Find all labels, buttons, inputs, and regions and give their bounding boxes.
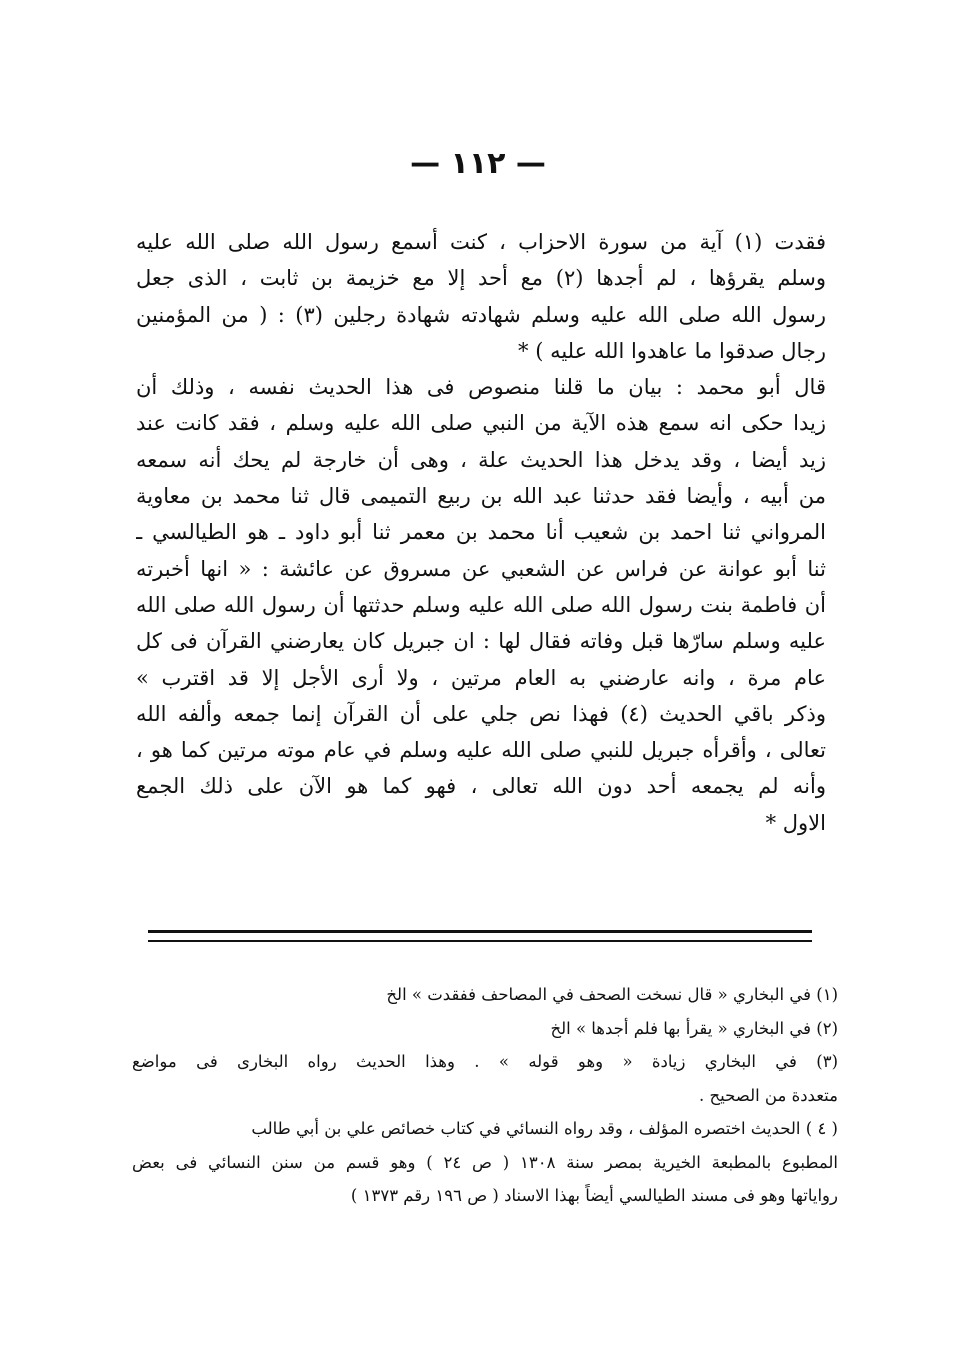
- body-line: وأنه لم يجمعه أحد دون الله تعالى ، فهو كما هو الآن على ذلك الجمع: [136, 774, 826, 799]
- footnote-3-continued: متعددة من الصحيح .: [698, 1085, 838, 1105]
- body-line: الاول *: [765, 810, 826, 835]
- body-line: عليه وسلم سارّها قبل وفاته فقال لها : ان جبريل كان يعارضني القرآن فى كل: [136, 629, 826, 654]
- body-line: فقدت (١) آية من سورة الاحزاب ، كنت أسمع رسول الله صلى الله عليه: [136, 230, 826, 254]
- body-line: وذكر باقي الحديث (٤) فهذا نص جلي على أن القرآن إنما جمعه وألفه الله: [136, 701, 826, 726]
- footnotes: [132, 978, 838, 1213]
- body-line: من أبيه ، وأيضا فقد حدثنا عبد الله بن ربيع التميمى قال ثنا محمد بن معاوية: [136, 484, 826, 509]
- body-line: زيد أيضا ، وقد يدخل هذا الحديث علة ، وهى أن خارجة لم يحك أنه سمعه: [136, 447, 826, 472]
- body-line: وسلم يقرؤها ، لم أجدها (٢) مع أحد إلا مع خزيمة بن ثابت ، الذى جعل: [136, 266, 826, 291]
- footnote-3: (٣) في البخاري زيادة « وهو قوله » . وهذا الحديث رواه البخارى فى مواضع: [132, 1052, 838, 1071]
- footnote-2: (٢) في البخاري « يقرأ بها فلم أجدها » الخ: [550, 1018, 838, 1038]
- footnote-4-continued: المطبوع بالمطبعة الخيرية بمصر سنة ١٣٠٨ ( ص ٢٤ ) وهو قسم من سنن النسائي فى بعض: [132, 1152, 838, 1172]
- body-line: تعالى ، وأقرأه جبريل للنبي صلى الله عليه وسلم في عام موته مرتين كما هو ،: [136, 738, 826, 763]
- body-line: ثنا أبو عوانة عن فراس عن الشعبي عن مسروق عن عائشة : « انها أخبرته: [136, 556, 826, 581]
- body-line: قال أبو محمد : بيان ما قلنا منصوص فى هذا الحديث نفسه ، وذلك أن: [136, 375, 826, 400]
- footnote-4-continued: رواياتها وهو فى مسند الطيالسي أيضاً بهذا الاسناد ( ص ١٩٦ رقم ١٣٧٣ ): [350, 1186, 838, 1205]
- body-line: رسول الله صلى الله عليه وسلم شهادته شهادة رجلين (٣) : ( من المؤمنين: [136, 302, 826, 327]
- footnote-divider: [148, 930, 812, 933]
- body-line: أن فاطمة بنت رسول الله صلى الله عليه وسلم حدثتها أن رسول الله صلى الله: [136, 592, 826, 617]
- footnote-1: (١) في البخاري « قال نسخت الصحف في المصاحف ففقدت » الخ: [386, 985, 838, 1004]
- body-line: رجال صدقوا ما عاهدوا الله عليه ) *: [518, 338, 826, 363]
- footnote-4: ( ٤ ) الحديث اختصره المؤلف ، وقد رواه النسائي في كتاب خصائص علي بن أبي طالب: [251, 1119, 838, 1138]
- body-line: المرواني ثنا احمد بن شعيب أنا محمد بن معمر ثنا أبو داود ـ هو الطيالسي ـ: [136, 520, 826, 545]
- body-line: زيدا حكى انه سمع هذه الآية من النبي صلى الله عليه وسلم ، فقد كانت عند: [136, 411, 826, 436]
- footnote-divider-thin: [148, 940, 812, 942]
- body-line: عام مرة ، وانه عارضني به العام مرتين ، ولا أرى الأجل إلا قد اقترب »: [136, 665, 826, 690]
- page-number: — ١١٢ —: [410, 146, 546, 181]
- main-text: [136, 224, 826, 841]
